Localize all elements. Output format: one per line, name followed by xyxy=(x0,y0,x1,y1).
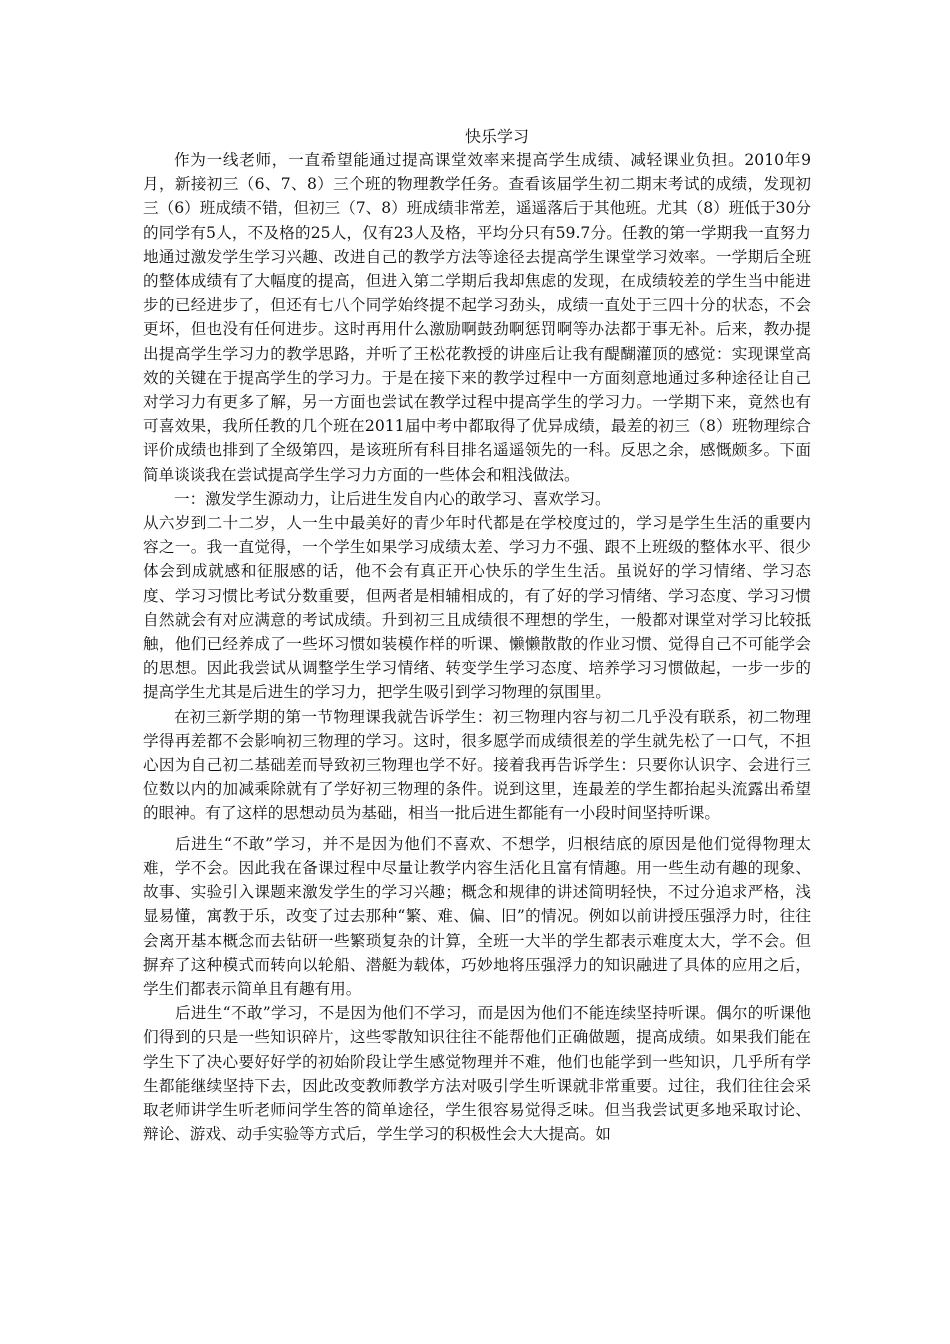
section-heading-1: 一：激发学生源动力，让后进生发自内心的敢学习、喜欢学习。 xyxy=(174,489,611,508)
paragraph-not-dare-2: 后进生“不敢”学习，不是因为他们不学习，而是因为他们不能连续坚持听课。偶尔的听课他们得到的只是一些知识碎片，这些零散知识往往不能帮他们正确做题，提高成绩。如果我们能在学生下了决心要好好学的初始阶段让学生感觉物理并不难，他们也能学到一些知识，几乎所有学生都能继续坚持下去，因此改变教师教学方法对吸引学生听课就非常重要。过往，我们往往会采取老师讲学生听老师问学生答的简单途径，学生很容易觉得乏味。但当我尝试更多地采取讨论、辩论、游戏、动手实验等方式后，学生学习的积极性会大大提高。如 xyxy=(143,1004,811,1144)
document-page xyxy=(143,126,811,1146)
paragraph-not-dare-1: 后进生“不敢”学习，并不是因为他们不喜欢、不想学，归根结底的原因是他们觉得物理太难，学不会。因此我在备课过程中尽量让教学内容生活化且富有情趣。用一些生动有趣的现象、故事、实验引入课题来激发学生的学习兴趣；概念和规律的讲述简明轻快，不过分追求严格，浅显易懂，寓教于乐，改变了过去那种“繁、难、偏、旧”的情况。例如以前讲授压强浮力时，往往会离开基本概念而去钻研一些繁琐复杂的计算，全班一大半的学生都表示难度太大，学不会。但摒弃了这种模式而转向以轮船、潜艇为载体，巧妙地将压强浮力的知识融进了具体的应用之后，学生们都表示简单且有趣有用。 xyxy=(143,834,811,998)
paragraph-intro: 作为一线老师，一直希望能通过提高课堂效率来提高学生成绩、减轻课业负担。2010年9月，新接初三（6、7、8）三个班的物理教学任务。查看该届学生初二期末考试的成绩，发现初三（6）班成绩不错，但初三（7、8）班成绩非常差，遥遥落后于其他班。尤其（8）班低于30分的同学有5人，不及格的25人，仅有23人及格，平均分只有59.7分。任教的第一学期我一直努力地通过激发学生学习兴趣、改进自己的教学方法等途径去提高学生课堂学习效率。一学期后全班的整体成绩有了大幅度的提高，但进入第二学期后我却焦虑的发现，在成绩较差的学生当中能进步的已经进步了，但还有七八个同学始终提不起学习劲头，成绩一直处于三四十分的状态，不会更坏，但也没有任何进步。这时再用什么激励啊鼓劲啊惩罚啊等办法都于事无补。后来，教办提出提高学生学习力的教学思路，并听了王松花教授的讲座后让我有醍醐灌顶的感觉：实现课堂高效的关键在于提高学生的学习力。于是在接下来的教学过程中一方面刻意地通过多种途径让自己对学习力有更多了解，另一方面也尝试在教学过程中提高学生的学习力。一学期下来，竟然也有可喜效果，我所任教的几个班在2011届中考中都取得了优异成绩，最差的初三（8）班物理综合评价成绩也排到了全级第四，是该班所有科目排名遥遥领先的一科。反思之余，感慨颇多。下面简单谈谈我在尝试提高学生学习力方面的一些体会和粗浅做法。 xyxy=(143,151,811,484)
paragraph-section-1: 从六岁到二十二岁，人一生中最美好的青少年时代都是在学校度过的，学习是学生生活的重要内容之一。我一直觉得，一个学生如果学习成绩太差、学习力不强、跟不上班级的整体水平、很少体会到成就感和征服感的话，他不会有真正开心快乐的学生生活。虽说好的学习情绪、学习态度、学习习惯比考试分数重要，但两者是相辅相成的，有了好的学习情绪、学习态度、学习习惯自然就会有对应满意的考试成绩。升到初三且成绩很不理想的学生，一般都对课堂对学习比较抵触，他们已经养成了一些坏习惯如装模作样的听课、懒懒散散的作业习惯、觉得自己不可能学会的思想。因此我尝试从调整学生学习情绪、转变学生学习态度、培养学习习惯做起，一步一步的提高学生尤其是后进生的学习力，把学生吸引到学习物理的氛围里。 xyxy=(143,514,811,702)
paragraph-first-lesson: 在初三新学期的第一节物理课我就告诉学生：初三物理内容与初二几乎没有联系，初二物理学得再差都不会影响初三物理的学习。这时，很多愿学而成绩很差的学生就先松了一口气，不担心因为自己初二基础差而导致初三物理也学不好。接着我再告诉学生：只要你认识字、会进行三位数以内的加减乘除就有了学好初三物理的条件。说到这里，连最差的学生都抬起头流露出希望的眼神。有了这样的思想动员为基础，相当一批后进生都能有一小段时间坚持听课。 xyxy=(143,707,811,823)
document-title: 快乐学习 xyxy=(464,127,529,146)
